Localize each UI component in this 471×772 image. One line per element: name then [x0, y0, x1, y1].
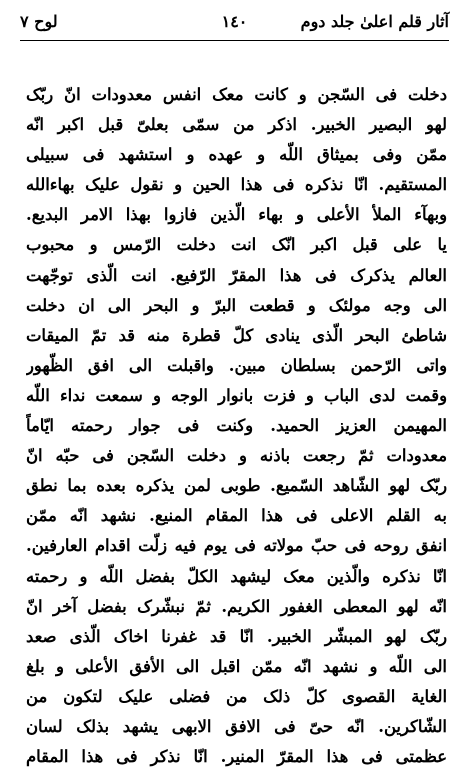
text-line: الی وجه مولئک و قطعت البرّ و البحر الی ان دخلت: [26, 295, 447, 315]
text-line: لهو البصیر الخبیر. اذکر من سمّی بعلیّ قبل اکبر انّه: [26, 115, 447, 135]
text-line: معدودات ثمّ رجعت باذنه و دخلت السّجن فی حبّه انّ: [26, 446, 447, 466]
text-line: ممّن وفی بمیثاق اللّه و عهده و استشهد فی سبیلی: [26, 145, 447, 165]
text-line: وقمت لدی الباب و فزت بانوار الوجه و سمعت نداء اللّه: [26, 385, 447, 405]
text-line: واتی الرّحمن بسلطان مبین. واقبلت الی افق الظّهور: [26, 355, 447, 375]
text-line: وبهآء الملأ الأعلی و بهاء الّذین فازوا بهذا الامر البدیع.: [26, 205, 447, 225]
text-line: انّه لهو المعطی الغفور الکریم. ثمّ نبشّرک بفضل آخر انّ: [26, 596, 447, 616]
text-line: الی اللّه و نشهد انّه ممّن اقبل الی الأفق الأعلی و بلغ: [26, 656, 447, 676]
text-line: انفق روحه فی حبّ مولاته فی یوم فیه زلّت اقدام العارفین.: [26, 536, 447, 556]
book-title: آثار قلم اعلیٰ جلد دوم: [300, 12, 449, 31]
body-text: [26, 80, 447, 772]
text-line: انّا نذکره والّذین معک لیشهد الکلّ بفضل اللّه و رحمته: [26, 566, 447, 586]
header-rule: [20, 40, 449, 41]
text-line: شاطئ البحر الّذی ینادی کلّ قطرة منه قد تمّ المیقات: [26, 325, 447, 345]
plate-label: لوح ۷: [20, 12, 58, 31]
page-number: ١٤٠: [221, 12, 248, 31]
text-line: به القلم الاعلی فی هذا المقام المنیع. نشهد انّه ممّن: [26, 506, 447, 526]
text-line: ربّک لهو المبشّر الخبیر. انّا قد غفرنا اخاک الّذی صعد: [26, 626, 447, 646]
text-line: ربّک لهو الشّاهد السّمیع. طوبی لمن یذکره بعده بما نطق: [26, 476, 447, 496]
text-line: المهیمن العزیز الحمید. وکنت فی جوار رحمته ایّاماً: [26, 416, 447, 436]
text-line: الشّاکرین. انّه حیّ فی الافق الابهی یشهد بذلک لسان: [26, 716, 447, 736]
text-line: الغایة القصوی کلّ ذلک من فضلی علیک لتکون من: [26, 686, 447, 706]
text-line: المستقیم. انّا نذکره فی هذا الحین و نقول علیک بهاءالله: [26, 175, 447, 195]
text-line: دخلت فی السّجن و کانت معک انفس معدودات انّ ربّک: [26, 85, 447, 104]
text-line: عظمتی فی هذا المقرّ المنیر. انّا نذکر فی هذا المقام: [26, 747, 447, 767]
text-line: العالم یذکرک فی هذا المقرّ الرّفیع. انت الّذی توجّهت: [26, 265, 447, 285]
text-line: یا علی قبل اکبر انّک انت دخلت الرّمس و محبوب: [26, 235, 447, 255]
page-header: [20, 8, 449, 36]
